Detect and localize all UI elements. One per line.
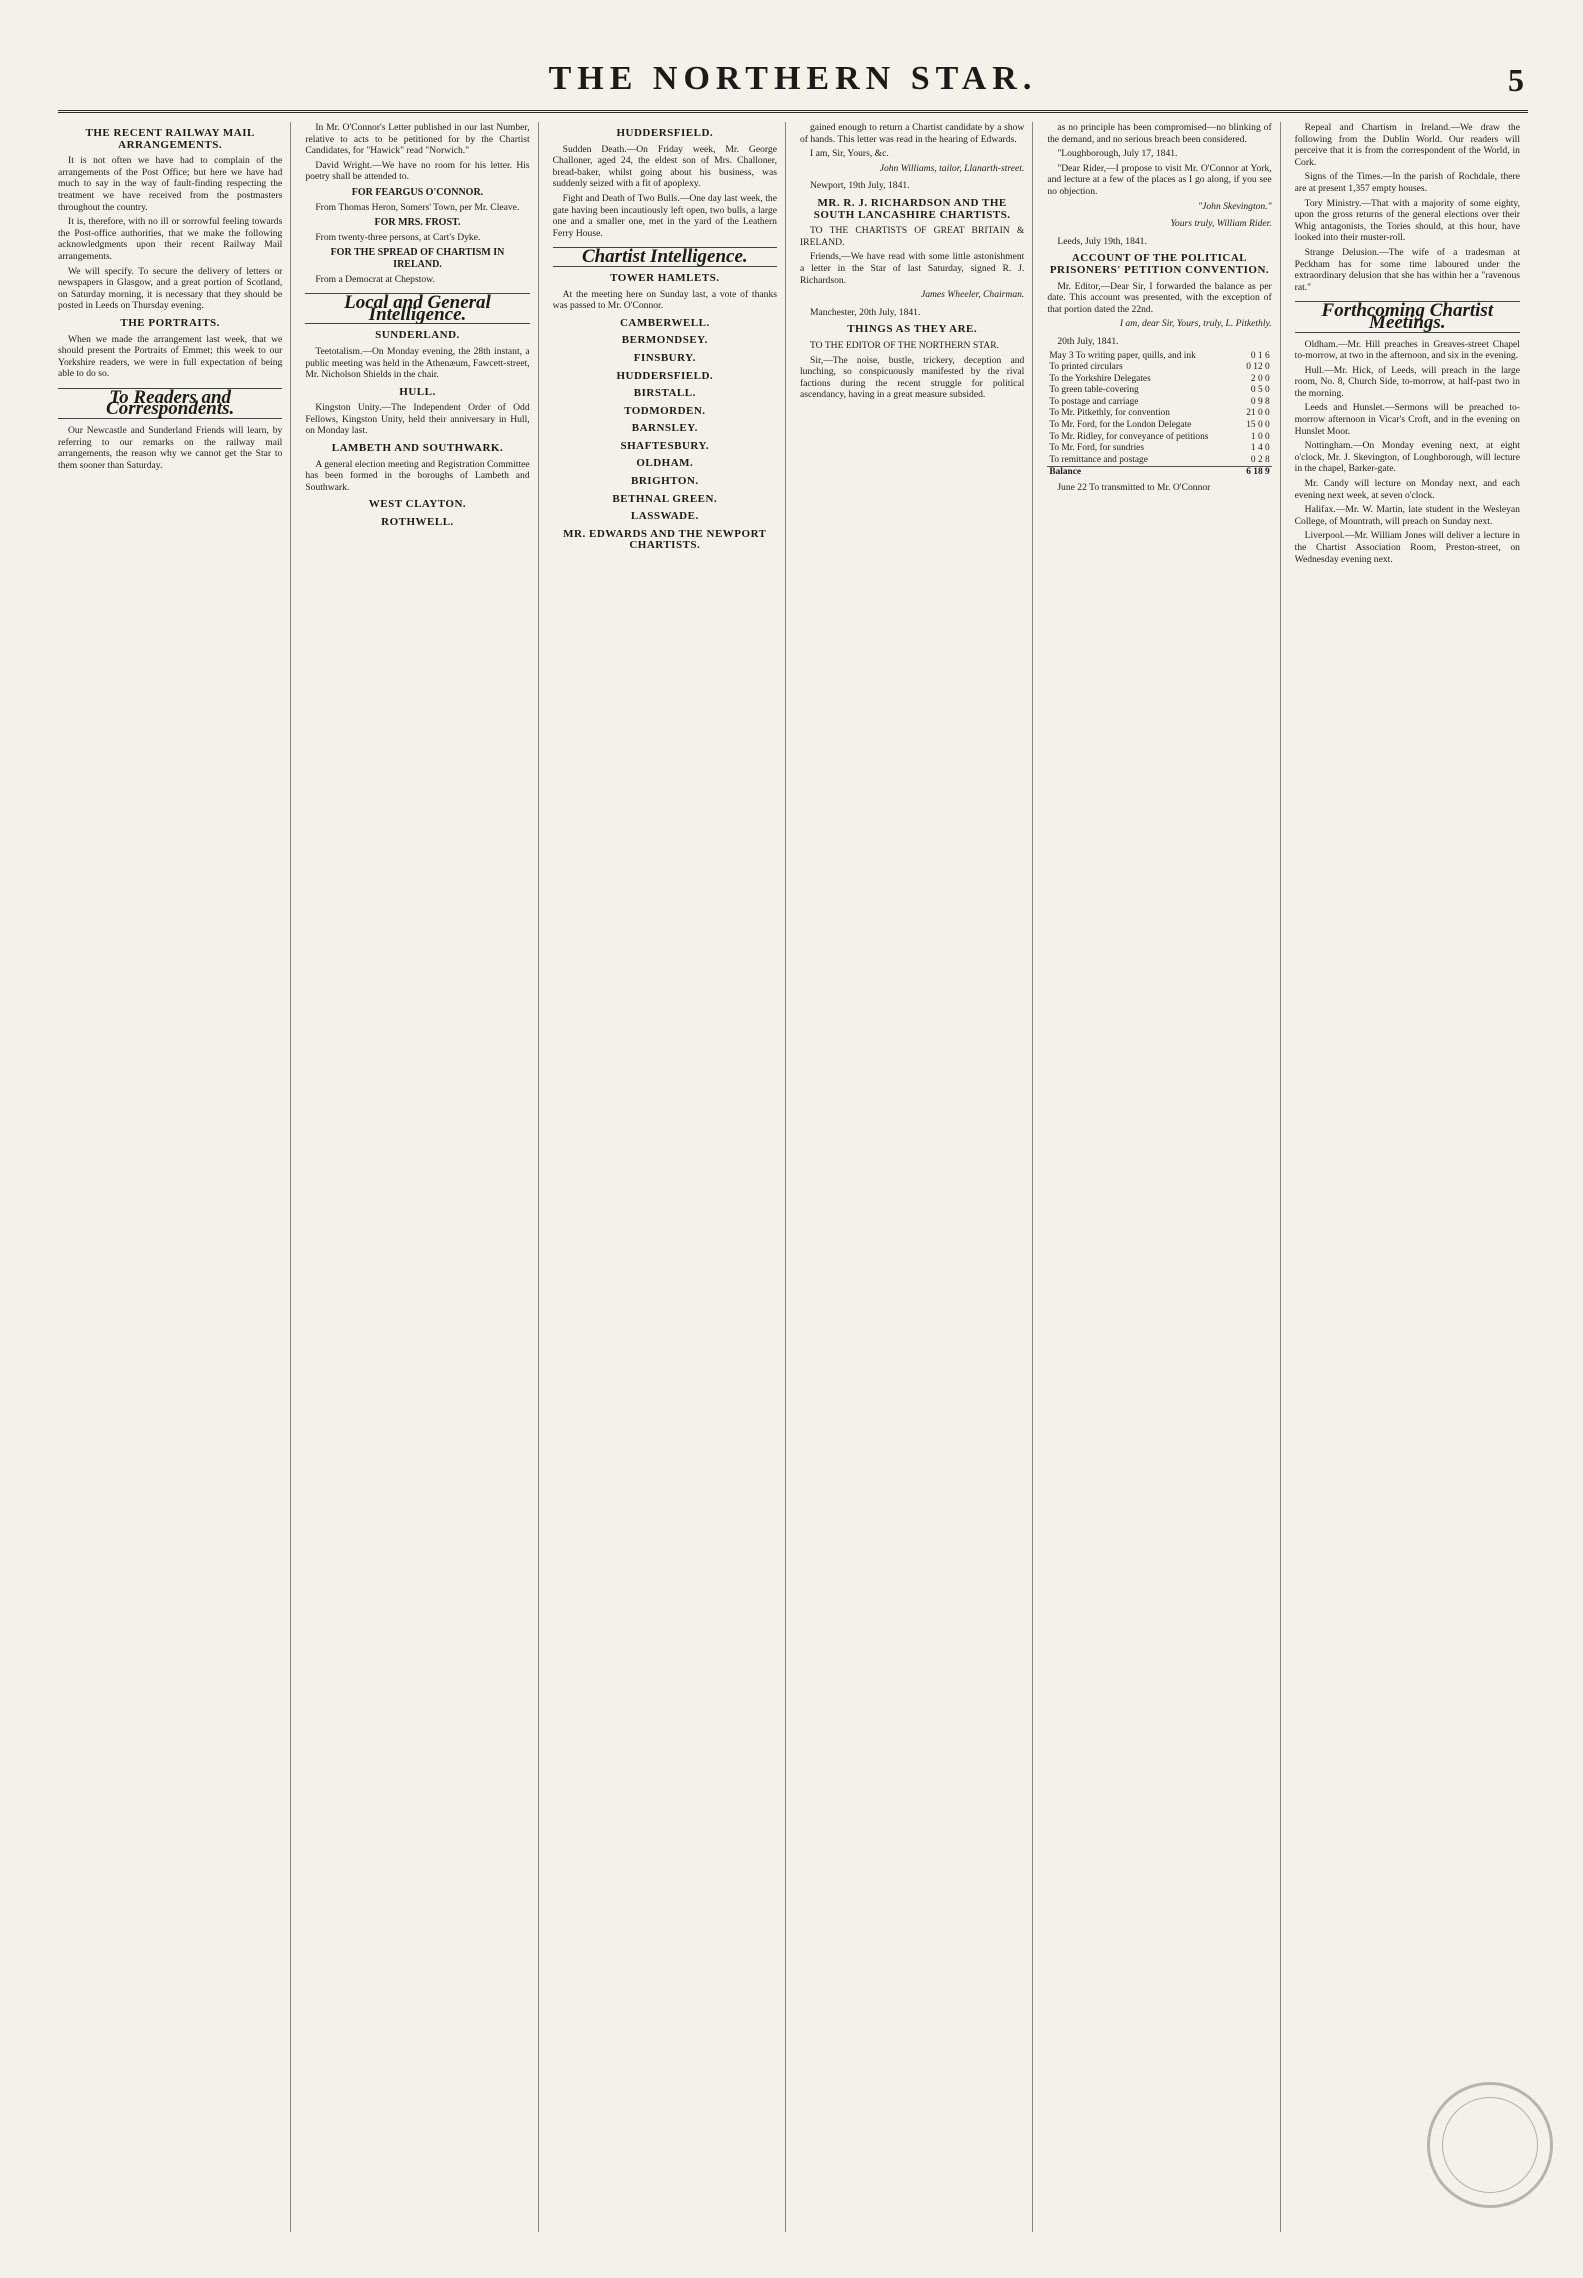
article-heading: CAMBERWELL. (619, 316, 710, 329)
article-paragraph: Newport, 19th July, 1841. (809, 180, 910, 192)
article-paragraph: Oldham.—Mr. Hill preaches in Greaves-street Chapel to-morrow, at two in the afternoon, and six in the evening. (1294, 338, 1520, 362)
subscription-heading: FOR FEARGUS O'CONNOR. (351, 186, 484, 198)
newspaper-title: THE NORTHERN STAR. (548, 60, 1038, 97)
article-heading: TODMORDEN. (624, 404, 706, 417)
article-heading: MR. EDWARDS AND THE NEWPORT CHARTISTS. (563, 527, 767, 552)
article-heading: THINGS AS THEY ARE. (847, 323, 978, 336)
article-paragraph: From twenty-three persons, at Cart's Dyke. (315, 231, 481, 243)
ledger-row (1047, 351, 1271, 363)
ledger-amount: 0 1 6 (1250, 350, 1270, 361)
ledger-row (1047, 420, 1271, 432)
ledger-amount: 1 0 0 (1250, 431, 1270, 442)
ledger-amount: 1 4 0 (1250, 443, 1270, 454)
ledger-amount: 15 0 0 (1246, 420, 1270, 431)
ledger-item: To postage and carriage (1049, 396, 1139, 407)
article-paragraph: Sudden Death.—On Friday week, Mr. George Challoner, aged 24, the eldest son of Mrs. Challoner, bread-baker, whilst going about his business, was suddenly seized with a fit of apoplexy. (552, 143, 777, 190)
library-stamp (1427, 2082, 1553, 2208)
column-3 (553, 122, 786, 2232)
article-heading: ROTHWELL. (381, 516, 454, 529)
article-paragraph: Kingston Unity.—The Independent Order of Odd Fellows, Kingston Unity, held their anniversary in Hull, on Monday last. (305, 402, 530, 437)
article-paragraph: 20th July, 1841. (1057, 335, 1119, 347)
article-paragraph: Nottingham.—On Monday evening next, at eight o'clock, Mr. J. Skevington, of Loughborough, will lecture in the chapel, Barker-gate. (1294, 440, 1520, 475)
ledger-item: May 3 To writing paper, quills, and ink (1049, 350, 1196, 361)
signature: John Williams, tailor, Llanarth-street. (879, 162, 1025, 174)
ledger-row (1047, 385, 1271, 397)
ledger-item: To Mr. Pitkethly, for convention (1049, 408, 1170, 419)
ledger-row (1047, 374, 1271, 386)
ledger-item: To printed circulars (1049, 362, 1123, 373)
article-paragraph: Our Newcastle and Sunderland Friends will learn, by referring to our remarks on the railway mail arrangements, the reason why we cannot get the Star to them sooner than Saturday. (58, 425, 283, 471)
ledger-item: To remittance and postage (1049, 454, 1148, 465)
article-paragraph: From a Democrat at Chepstow. (315, 273, 435, 285)
subscription-heading: FOR THE SPREAD OF CHARTISM IN IRELAND. (330, 247, 505, 270)
section-banner: To Readers and Correspondents. (58, 388, 282, 419)
article-paragraph: Strange Delusion.—The wife of a tradesman at Peckham has for some time laboured under the extraordinary delusion that she has within her a "ravenous rat." (1294, 246, 1520, 293)
article-paragraph: TO THE CHARTISTS OF GREAT BRITAIN & IRELAND. (799, 225, 1025, 248)
article-heading: THE PORTRAITS. (120, 316, 220, 329)
columns (58, 122, 1528, 2232)
article-paragraph: Manchester, 20th July, 1841. (809, 306, 921, 318)
article-heading: HULL. (399, 385, 436, 398)
section-banner: Chartist Intelligence. (553, 247, 777, 267)
ledger-amount: 0 5 0 (1250, 385, 1270, 396)
column-2 (305, 122, 538, 2232)
masthead (58, 58, 1528, 113)
article-paragraph: It is, therefore, with no ill or sorrowful feeling towards the Post-office authorities, that we make the following acknowledgments upon their recent Railway Mail arrangements. (58, 216, 283, 262)
signature: Yours truly, William Rider. (1170, 218, 1272, 230)
article-heading: OLDHAM. (636, 457, 694, 470)
article-paragraph: David Wright.—We have no room for his letter. His poetry shall be attended to. (305, 159, 530, 183)
article-paragraph: Signs of the Times.—In the parish of Rochdale, there are at present 1,357 empty houses. (1294, 171, 1520, 194)
ledger-total-row (1047, 467, 1271, 479)
article-paragraph: Fight and Death of Two Bulls.—One day last week, the gate having been incautiously left open, two bulls, a large one and a smaller one, met in the yard of the Leathern Ferry House. (552, 192, 777, 239)
ledger-row (1047, 408, 1271, 420)
article-heading: SUNDERLAND. (375, 329, 460, 342)
ledger-row (1047, 443, 1271, 455)
article-heading: LASSWADE. (630, 510, 699, 523)
page-number: 5 (1508, 62, 1524, 98)
section-banner: Forthcoming Chartist Meetings. (1295, 301, 1520, 332)
article-heading: BRIGHTON. (631, 475, 699, 488)
article-paragraph: A general election meeting and Registration Committee has been formed in the boroughs of Lambeth and Southwark. (305, 458, 530, 493)
article-heading: ACCOUNT OF THE POLITICAL PRISONERS' PETITION CONVENTION. (1049, 252, 1270, 276)
article-paragraph: gained enough to return a Chartist candidate by a show of hands. This letter was read in the hearing of Edwards. (799, 122, 1025, 145)
ledger-total-label: Balance (1047, 467, 1215, 479)
article-heading: LAMBETH AND SOUTHWARK. (331, 442, 504, 455)
article-heading: TOWER HAMLETS. (610, 271, 720, 284)
article-heading: HUDDERSFIELD. (616, 127, 714, 139)
article-paragraph: It is not often we have had to complain of the arrangements of the Post Office; but here we have had much to say in the way of fault-finding respecting the treatment we have received from the postmasters throughout the country. (58, 155, 283, 213)
article-paragraph: I am, Sir, Yours, &c. (809, 148, 889, 160)
column-6 (1295, 122, 1528, 2232)
column-5 (1047, 122, 1280, 2232)
article-heading: BETHNAL GREEN. (612, 492, 718, 505)
ledger-footnote: June 22 To transmitted to Mr. O'Connor (1057, 482, 1211, 494)
article-paragraph: Mr. Candy will lecture on Monday next, and each evening next week, at seven o'clock. (1294, 478, 1520, 501)
signature: I am, dear Sir, Yours, truly, L. Pitkethly. (1119, 318, 1272, 330)
ledger-row (1047, 432, 1271, 444)
article-paragraph: From Thomas Heron, Somers' Town, per Mr. Cleave. (315, 201, 520, 213)
column-4 (800, 122, 1033, 2232)
article-paragraph: as no principle has been compromised—no blinking of the demand, and no serious breach been considered. (1047, 122, 1272, 145)
article-paragraph: Repeal and Chartism in Ireland.—We draw the following from the Dublin World. Our readers will perceive that it is from the correspondent of the World, in Cork. (1294, 122, 1520, 168)
article-heading: MR. R. J. RICHARDSON AND THE SOUTH LANCASHIRE CHARTISTS. (813, 196, 1011, 221)
ledger-row (1047, 455, 1271, 467)
article-heading: HUDDERSFIELD. (616, 369, 714, 382)
signature: James Wheeler, Chairman. (920, 289, 1025, 301)
article-heading: BERMONDSEY. (621, 334, 708, 347)
article-heading: SHAFTESBURY. (620, 439, 710, 452)
ledger-item: To Mr. Ford, for the London Delegate (1049, 420, 1192, 431)
ledger-amount: 0 12 0 (1246, 362, 1270, 373)
article-paragraph: At the meeting here on Sunday last, a vote of thanks was passed to Mr. O'Connor. (552, 288, 777, 312)
ledger-amount: 21 0 0 (1246, 408, 1270, 419)
article-paragraph: Friends,—We have read with some little astonishment a letter in the Star of last Saturday, signed R. J. Richardson. (799, 251, 1025, 286)
ledger-row (1047, 397, 1271, 409)
column-1 (58, 122, 291, 2232)
article-paragraph: Leeds, July 19th, 1841. (1057, 235, 1147, 247)
section-banner: Local and General Intelligence. (305, 293, 529, 324)
article-paragraph: Halifax.—Mr. W. Martin, late student in the Wesleyan College, of Mountrath, will preach on Sunday next. (1294, 504, 1520, 527)
article-heading: THE RECENT RAILWAY MAIL ARRANGEMENTS. (85, 127, 255, 151)
article-paragraph: "Dear Rider,—I propose to visit Mr. O'Connor at York, and lecture at a few of the places as I go along, if you see no objection. (1047, 162, 1272, 197)
ledger-amount: 0 9 8 (1250, 396, 1270, 407)
ledger-item: To green table-covering (1049, 385, 1139, 396)
ledger-amount: 0 2 8 (1250, 454, 1270, 465)
article-paragraph: Mr. Editor,—Dear Sir, I forwarded the balance as per date. This account was presented, with the exception of that portion dated the 22nd. (1047, 280, 1272, 315)
article-paragraph: In Mr. O'Connor's Letter published in our last Number, relative to acts to be petitioned for by the Chartist Candidates, for "Hawick" read "Norwich." (305, 122, 530, 157)
article-paragraph: We will specify. To secure the delivery of letters or newspapers in Glasgow, and a great portion of Scotland, on Saturday morning, it is necessary that they should be posted in Leeds on Thursday evening. (58, 265, 283, 312)
ledger-amount: 2 0 0 (1250, 373, 1270, 384)
article-paragraph: Liverpool.—Mr. William Jones will deliver a lecture in the Chartist Association Room, Preston-street, on Wednesday evening next. (1294, 530, 1520, 565)
subscription-heading: FOR MRS. FROST. (374, 217, 461, 229)
ledger-total: 6 18 9 (1216, 467, 1272, 479)
article-paragraph: "Loughborough, July 17, 1841. (1057, 148, 1178, 160)
ledger-row (1047, 362, 1271, 374)
article-heading: FINSBURY. (633, 351, 696, 364)
signature: "John Skevington." (1198, 200, 1272, 212)
article-paragraph: Teetotalism.—On Monday evening, the 28th instant, a public meeting was held in the Athenæum, Fawcett-street, Mr. Nicholson Shields in the chair. (305, 345, 530, 381)
ledger-item: To the Yorkshire Delegates (1049, 373, 1151, 384)
article-paragraph: TO THE EDITOR OF THE NORTHERN STAR. (809, 339, 1000, 351)
ledger-item: To Mr. Ford, for sundries (1049, 443, 1144, 454)
article-heading: BARNSLEY. (631, 422, 698, 435)
article-paragraph: Hull.—Mr. Hick, of Leeds, will preach in the large room, No. 8, Church Side, to-morrow, at half-past two in the morning. (1294, 364, 1520, 399)
account-ledger (1047, 351, 1271, 480)
ledger-item: To Mr. Ridley, for conveyance of petitions (1049, 431, 1209, 442)
article-paragraph: Sir,—The noise, bustle, trickery, deception and lunching, so conspicuously manifested by the rival factions during the recent struggle for political ascendancy, having in a great measure subsided. (799, 354, 1025, 401)
article-heading: BIRSTALL. (633, 387, 696, 400)
article-heading: WEST CLAYTON. (368, 498, 467, 511)
article-paragraph: Leeds and Hunslet.—Sermons will be preached to-morrow afternoon in Vicar's Croft, and in the evening on Hunslet Moor. (1294, 402, 1520, 437)
article-paragraph: When we made the arrangement last week, that we should present the Portraits of Emmet; this week to our Yorkshire readers, we were in full expectation of being able to do so. (58, 333, 283, 380)
article-paragraph: Tory Ministry.—That with a majority of some eighty, upon the gross returns of the general elections over their Whig antagonists, the Tories should, at this hour, have looked into their muster-roll. (1294, 197, 1520, 244)
